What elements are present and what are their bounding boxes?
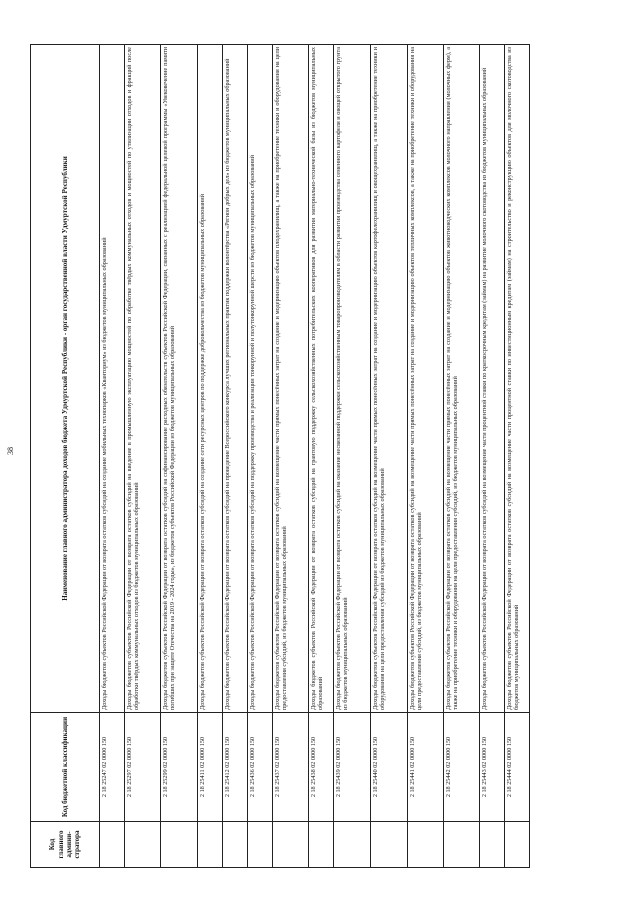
revenue-name-cell: Доходы бюджетов субъектов Российской Федерации от возврата остатков субсидий на введение в промышленную эксплуатацию мощностей по обработке твёрдых коммунальных отходов и мощностей по утилизации отходов и фракций после обработки твёрдых коммунальных отходов из бюджетов муниципальных образований	[125, 45, 161, 713]
revenue-name-cell: Доходы бюджетов субъектов Российской Федерации от возврата остатков субсидий на софинансирование расходных обязательств субъектов Российской Федерации, связанных с реализацией федеральной целевой программы «Увековечение памяти погибших при защите Отечества на 2019 - 2024 годы», из бюджетов субъектов Российской Федерации из бюджетов муниципальных образований	[161, 45, 198, 713]
table-row	[223, 45, 248, 868]
budget-code-cell: 2 18 25247 02 0000 150	[100, 713, 125, 822]
table-row	[408, 45, 444, 868]
admin-code-cell	[198, 822, 223, 868]
admin-code-cell	[480, 822, 505, 868]
page-number: 38	[6, 447, 15, 455]
budget-code-cell: 2 18 25442 02 0000 150	[444, 713, 480, 822]
table-row	[198, 45, 223, 868]
budget-code-cell: 2 18 25444 02 0000 150	[505, 713, 530, 822]
admin-code-cell	[100, 822, 125, 868]
table-row	[161, 45, 198, 868]
table-row	[273, 45, 309, 868]
revenue-name-cell: Доходы бюджетов субъектов Российской Федерации от возврата остатков субсидий на возмещение части процентной ставки по краткосрочным кредитам (займам) на развитие молочного скотоводства из бюджетов муниципальных образований	[480, 45, 505, 713]
table-row	[248, 45, 273, 868]
revenue-name-cell: Доходы бюджетов субъектов Российской Федерации от возврата остатков субсидий на возмещение части прямых понесённых затрат на создание и модернизацию объектов плодохранилищ, а также на приобретение техники и оборудования на цели предоставления субсидий, из бюджетов муниципальных образований	[273, 45, 309, 713]
table-row	[480, 45, 505, 868]
revenue-name-cell: Доходы бюджетов субъектов Российской Федерации от возврата остатков субсидий на грантовую поддержку сельскохозяйственных потребительских кооперативов для развития материально-технической базы из бюджетов муниципальных образований	[309, 45, 334, 713]
table-row	[309, 45, 334, 868]
table-row	[100, 45, 125, 868]
table-body	[100, 45, 530, 868]
header-admin-name: Наименование главного администратора доходов бюджета Удмуртской Республики - орган государственной власти Удмуртской Республики	[31, 45, 100, 713]
revenue-name-cell: Доходы бюджетов субъектов Российской Федерации от возврата остатков субсидий на возмещение части прямых понесённых затрат на создание и модернизацию объектов картофелехранилищ и овощехранилищ, а также на приобретение техники и оборудования на цели предоставления субсидий из бюджетов муниципальных образований	[371, 45, 408, 713]
budget-code-cell: 2 18 25297 02 0000 150	[125, 713, 161, 822]
revenue-name-cell: Доходы бюджетов субъектов Российской Федерации от возврата остатков субсидий на возмещение части прямых понесённых затрат на создание и модернизацию объектов животноводческих комплексов молочного направления (молочных ферм), а также на приобретение техники и оборудования на цели предоставления субсидий, из бюджетов муниципальных образований	[444, 45, 480, 713]
budget-code-cell: 2 18 25443 02 0000 150	[480, 713, 505, 822]
table-row	[444, 45, 480, 868]
header-admin-code: Код главного админи-стратора	[31, 822, 100, 868]
budget-code-cell: 2 18 25299 02 0000 150	[161, 713, 198, 822]
table-row	[125, 45, 161, 868]
revenue-codes-table	[30, 44, 530, 868]
revenue-name-cell: Доходы бюджетов субъектов Российской Федерации от возврата остатков субсидий на создание сети ресурсных центров по поддержке добровольчества из бюджетов муниципальных образований	[198, 45, 223, 713]
budget-code-cell: 2 18 25412 02 0000 150	[223, 713, 248, 822]
admin-code-cell	[371, 822, 408, 868]
revenue-name-cell: Доходы бюджетов субъектов Российской Федерации от возврата остатков субсидий на проведение Всероссийского конкурса лучших региональных практик поддержки волонтёрства «Регион добрых дел» из бюджетов муниципальных образований	[223, 45, 248, 713]
budget-code-cell: 2 18 25438 02 0000 150	[309, 713, 334, 822]
header-budget-code: Код бюджетной классификации	[31, 713, 100, 822]
admin-code-cell	[161, 822, 198, 868]
budget-code-cell: 2 18 25436 02 0000 150	[248, 713, 273, 822]
admin-code-cell	[505, 822, 530, 868]
admin-code-cell	[408, 822, 444, 868]
table-row	[505, 45, 530, 868]
revenue-name-cell: Доходы бюджетов субъектов Российской Федерации от возврата остатков субсидий на поддержку производства и реализации тонкорунной и полутонкорунной шерсти из бюджетов муниципальных образований	[248, 45, 273, 713]
revenue-name-cell: Доходы бюджетов субъектов Российской Федерации от возврата остатков субсидий на возмещение части процентной ставки по инвестиционным кредитам (займам) на строительство и реконструкцию объектов для молочного скотоводства из бюджетов муниципальных образований	[505, 45, 530, 713]
revenue-name-cell: Доходы бюджетов субъектов Российской Федерации от возврата остатков субсидий на оказание несвязанной поддержки сельскохозяйственным товаропроизводителям в области развития производства семенного картофеля и овощей открытого грунта из бюджетов муниципальных образований	[334, 45, 371, 713]
admin-code-cell	[444, 822, 480, 868]
budget-code-cell: 2 18 25437 02 0000 150	[273, 713, 309, 822]
revenue-name-cell: Доходы бюджетов субъектов Российской Федерации от возврата остатков субсидий на возмещение части прямых понесённых затрат на создание и модернизацию объектов тепличных комплексов, а также на приобретение техники и оборудования на цели предоставления субсидий, из бюджетов муниципальных образований	[408, 45, 444, 713]
budget-code-cell: 2 18 25411 02 0000 150	[198, 713, 223, 822]
table-row	[334, 45, 371, 868]
admin-code-cell	[223, 822, 248, 868]
admin-code-cell	[273, 822, 309, 868]
budget-code-cell: 2 18 25439 02 0000 150	[334, 713, 371, 822]
admin-code-cell	[248, 822, 273, 868]
revenue-name-cell: Доходы бюджетов субъектов Российской Федерации от возврата остатков субсидий на создание мобильных технопарков «Кванториум» из бюджетов муниципальных образований	[100, 45, 125, 713]
admin-code-cell	[125, 822, 161, 868]
table-header-row	[31, 45, 100, 868]
admin-code-cell	[334, 822, 371, 868]
budget-code-cell: 2 18 25441 02 0000 150	[408, 713, 444, 822]
table-row	[371, 45, 408, 868]
admin-code-cell	[309, 822, 334, 868]
budget-code-cell: 2 18 25440 02 0000 150	[371, 713, 408, 822]
